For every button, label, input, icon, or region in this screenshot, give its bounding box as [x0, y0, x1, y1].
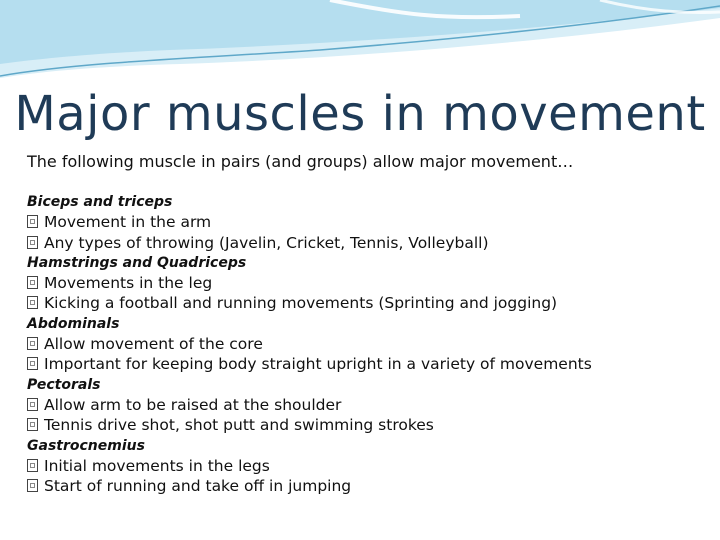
bullet-item [27, 415, 707, 435]
bullet-item [27, 395, 707, 415]
square-bullet-icon [27, 398, 38, 411]
bullet-text: Movement in the arm [44, 213, 212, 232]
slide-title: Major muscles in movement [14, 86, 706, 142]
muscle-group-heading: Hamstrings and Quadriceps [27, 254, 247, 271]
bullet-text: Allow arm to be raised at the shoulder [44, 395, 342, 414]
muscle-group-heading: Biceps and triceps [27, 194, 173, 210]
muscle-group-heading: Abdominals [27, 315, 120, 332]
slide-body [27, 152, 707, 496]
muscle-groups-list [27, 192, 707, 496]
square-bullet-icon [27, 337, 38, 350]
muscle-group-heading: Pectorals [27, 376, 101, 393]
bullet-item [27, 476, 707, 496]
bullet-item [27, 456, 707, 476]
bullet-item [27, 293, 707, 313]
bullet-text: Any types of throwing (Javelin, Cricket, Tennis, Volleyball) [44, 233, 489, 252]
muscle-group-heading: Gastrocnemius [27, 437, 145, 454]
bullet-item [27, 212, 707, 232]
square-bullet-icon [27, 479, 38, 492]
bullet-item [27, 233, 707, 253]
bullet-text: Important for keeping body straight upright in a variety of movements [44, 355, 592, 374]
bullet-text: Movements in the leg [44, 274, 213, 293]
bullet-text: Allow movement of the core [44, 335, 263, 354]
square-bullet-icon [27, 296, 38, 309]
square-bullet-icon [27, 276, 38, 289]
square-bullet-icon [27, 459, 38, 472]
bullet-text: Start of running and take off in jumping [44, 477, 352, 496]
bullet-item [27, 334, 707, 354]
intro-text: The following muscle in pairs (and groups) allow major movement… [27, 152, 574, 171]
bullet-text: Initial movements in the legs [44, 456, 270, 475]
bullet-text: Tennis drive shot, shot putt and swimming strokes [44, 416, 434, 435]
square-bullet-icon [27, 418, 38, 431]
bullet-item [27, 354, 707, 374]
bullet-item [27, 273, 707, 293]
bullet-text: Kicking a football and running movements (Sprinting and jogging) [44, 294, 558, 313]
square-bullet-icon [27, 215, 38, 228]
square-bullet-icon [27, 357, 38, 370]
header-wave-decoration [0, 0, 720, 90]
square-bullet-icon [27, 236, 38, 249]
